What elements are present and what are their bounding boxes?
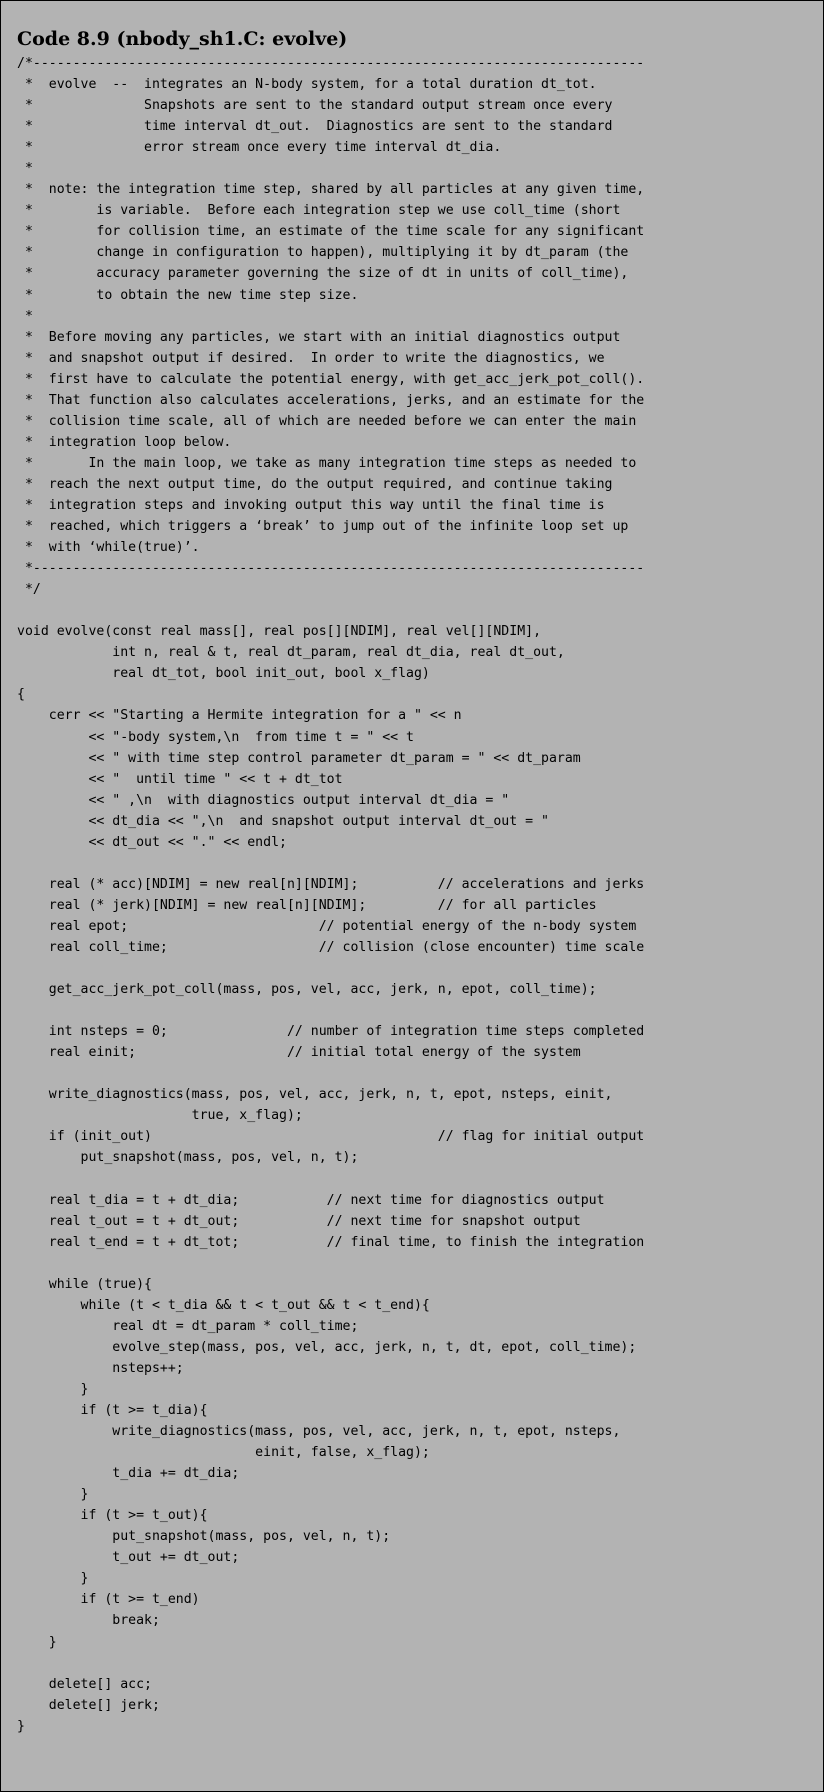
code-line: real einit; // initial total energy of the system	[17, 1045, 581, 1061]
code-line	[17, 958, 644, 979]
code-line	[17, 1653, 644, 1674]
code-line: real t_end = t + dt_tot; // final time, to finish the integration	[17, 1234, 645, 1250]
code-line	[17, 1168, 644, 1189]
code-line: if (t >= t_dia){	[17, 1403, 208, 1418]
code-line: while (true){	[17, 1276, 152, 1292]
code-line: t_out += dt_out;	[17, 1550, 240, 1566]
code-line: * collision time scale, all of which are needed before we can enter the main	[17, 413, 637, 429]
code-line: void evolve(const real mass[], real pos[][NDIM], real vel[][NDIM],	[17, 624, 542, 640]
code-line: * to obtain the new time step size.	[17, 287, 359, 303]
code-line: t_dia += dt_dia;	[17, 1466, 240, 1482]
code-line: *	[17, 161, 33, 177]
code-line: */	[17, 582, 41, 598]
code-line: real dt_tot, bool init_out, bool x_flag)	[17, 666, 430, 682]
code-line: evolve_step(mass, pos, vel, acc, jerk, n, t, dt, epot, coll_time);	[17, 1339, 637, 1355]
code-line: delete[] acc;	[17, 1676, 152, 1692]
code-line: break;	[17, 1613, 160, 1629]
code-line: << "-body system,\n from time t = " << t	[17, 729, 414, 745]
code-line: * That function also calculates accelerations, jerks, and an estimate for the	[17, 392, 645, 408]
code-line: * Before moving any particles, we start with an initial diagnostics output	[17, 329, 621, 345]
code-line: * for collision time, an estimate of the time scale for any significant	[17, 224, 645, 240]
code-line: * In the main loop, we take as many integration time steps as needed to	[17, 455, 637, 471]
code-line: put_snapshot(mass, pos, vel, n, t);	[17, 1529, 391, 1545]
code-line: int nsteps = 0; // number of integration time steps completed	[17, 1024, 645, 1040]
code-line: get_acc_jerk_pot_coll(mass, pos, vel, acc, jerk, n, epot, coll_time);	[17, 982, 597, 998]
code-line	[17, 853, 644, 874]
code-line: while (t < t_dia && t < t_out && t < t_end){	[17, 1297, 430, 1313]
code-line: /*-----------------------------------------------------------------------------	[17, 56, 645, 71]
code-line: << " ,\n with diagnostics output interval dt_dia = "	[17, 792, 510, 808]
code-caption: Code 8.9 (nbody_sh1.C: evolve)	[17, 28, 348, 50]
code-line: * and snapshot output if desired. In order to write the diagnostics, we	[17, 350, 605, 366]
code-line: true, x_flag);	[17, 1108, 303, 1124]
code-line: << " with time step control parameter dt_param = " << dt_param	[17, 750, 581, 766]
code-line: * with ‘while(true)’.	[17, 540, 200, 556]
code-line: * note: the integration time step, shared by all particles at any given time,	[17, 182, 645, 198]
code-line: * reach the next output time, do the output required, and continue taking	[17, 476, 613, 492]
code-line: real t_dia = t + dt_dia; // next time for diagnostics output	[17, 1192, 605, 1208]
code-line: << dt_out << "." << endl;	[17, 834, 287, 850]
code-line: * accuracy parameter governing the size of dt in units of coll_time),	[17, 266, 629, 282]
code-line	[17, 1000, 644, 1021]
code-line: put_snapshot(mass, pos, vel, n, t);	[17, 1150, 359, 1166]
code-line: delete[] jerk;	[17, 1697, 160, 1713]
code-line: * integration steps and invoking output this way until the final time is	[17, 497, 605, 513]
code-block	[17, 53, 644, 1737]
code-line: write_diagnostics(mass, pos, vel, acc, jerk, n, t, epot, nsteps,	[17, 1424, 621, 1440]
code-line: }	[17, 1634, 57, 1650]
code-line: }	[17, 1718, 25, 1734]
code-line: * time interval dt_out. Diagnostics are sent to the standard	[17, 119, 613, 135]
code-line: write_diagnostics(mass, pos, vel, acc, jerk, n, t, epot, nsteps, einit,	[17, 1087, 613, 1103]
code-line: real dt = dt_param * coll_time;	[17, 1318, 359, 1334]
code-line: int n, real & t, real dt_param, real dt_dia, real dt_out,	[17, 645, 565, 661]
code-line: << dt_dia << ",\n and snapshot output interval dt_out = "	[17, 813, 549, 829]
code-line: real (* acc)[NDIM] = new real[n][NDIM]; // accelerations and jerks	[17, 876, 645, 892]
code-line: einit, false, x_flag);	[17, 1445, 430, 1461]
code-line: }	[17, 1381, 89, 1397]
code-line: *	[17, 308, 33, 324]
code-line	[17, 600, 644, 621]
code-line: nsteps++;	[17, 1360, 184, 1376]
code-line: if (t >= t_out){	[17, 1508, 208, 1524]
code-line	[17, 1253, 644, 1274]
code-line: {	[17, 687, 25, 703]
code-line: * Snapshots are sent to the standard output stream once every	[17, 98, 613, 114]
code-line: real coll_time; // collision (close encounter) time scale	[17, 939, 645, 955]
code-line: * first have to calculate the potential energy, with get_acc_jerk_pot_coll().	[17, 371, 645, 387]
code-line: }	[17, 1487, 89, 1503]
code-line: *-----------------------------------------------------------------------------	[17, 561, 645, 577]
code-line: if (init_out) // flag for initial output	[17, 1129, 645, 1145]
code-line: * integration loop below.	[17, 434, 232, 450]
code-line: * error stream once every time interval dt_dia.	[17, 140, 502, 156]
code-line	[17, 1063, 644, 1084]
code-line: * change in configuration to happen), multiplying it by dt_param (the	[17, 245, 629, 261]
code-line: real (* jerk)[NDIM] = new real[n][NDIM]; // for all particles	[17, 897, 597, 913]
code-line: if (t >= t_end)	[17, 1592, 200, 1608]
code-line: real epot; // potential energy of the n-body system	[17, 918, 637, 934]
code-line: cerr << "Starting a Hermite integration for a " << n	[17, 708, 462, 724]
code-line: }	[17, 1571, 89, 1587]
code-line: << " until time " << t + dt_tot	[17, 771, 343, 787]
code-line: * evolve -- integrates an N-body system, for a total duration dt_tot.	[17, 77, 597, 93]
code-line: * is variable. Before each integration step we use coll_time (short	[17, 203, 621, 219]
code-line: real t_out = t + dt_out; // next time for snapshot output	[17, 1213, 581, 1229]
code-line: * reached, which triggers a ‘break’ to jump out of the infinite loop set up	[17, 519, 629, 535]
